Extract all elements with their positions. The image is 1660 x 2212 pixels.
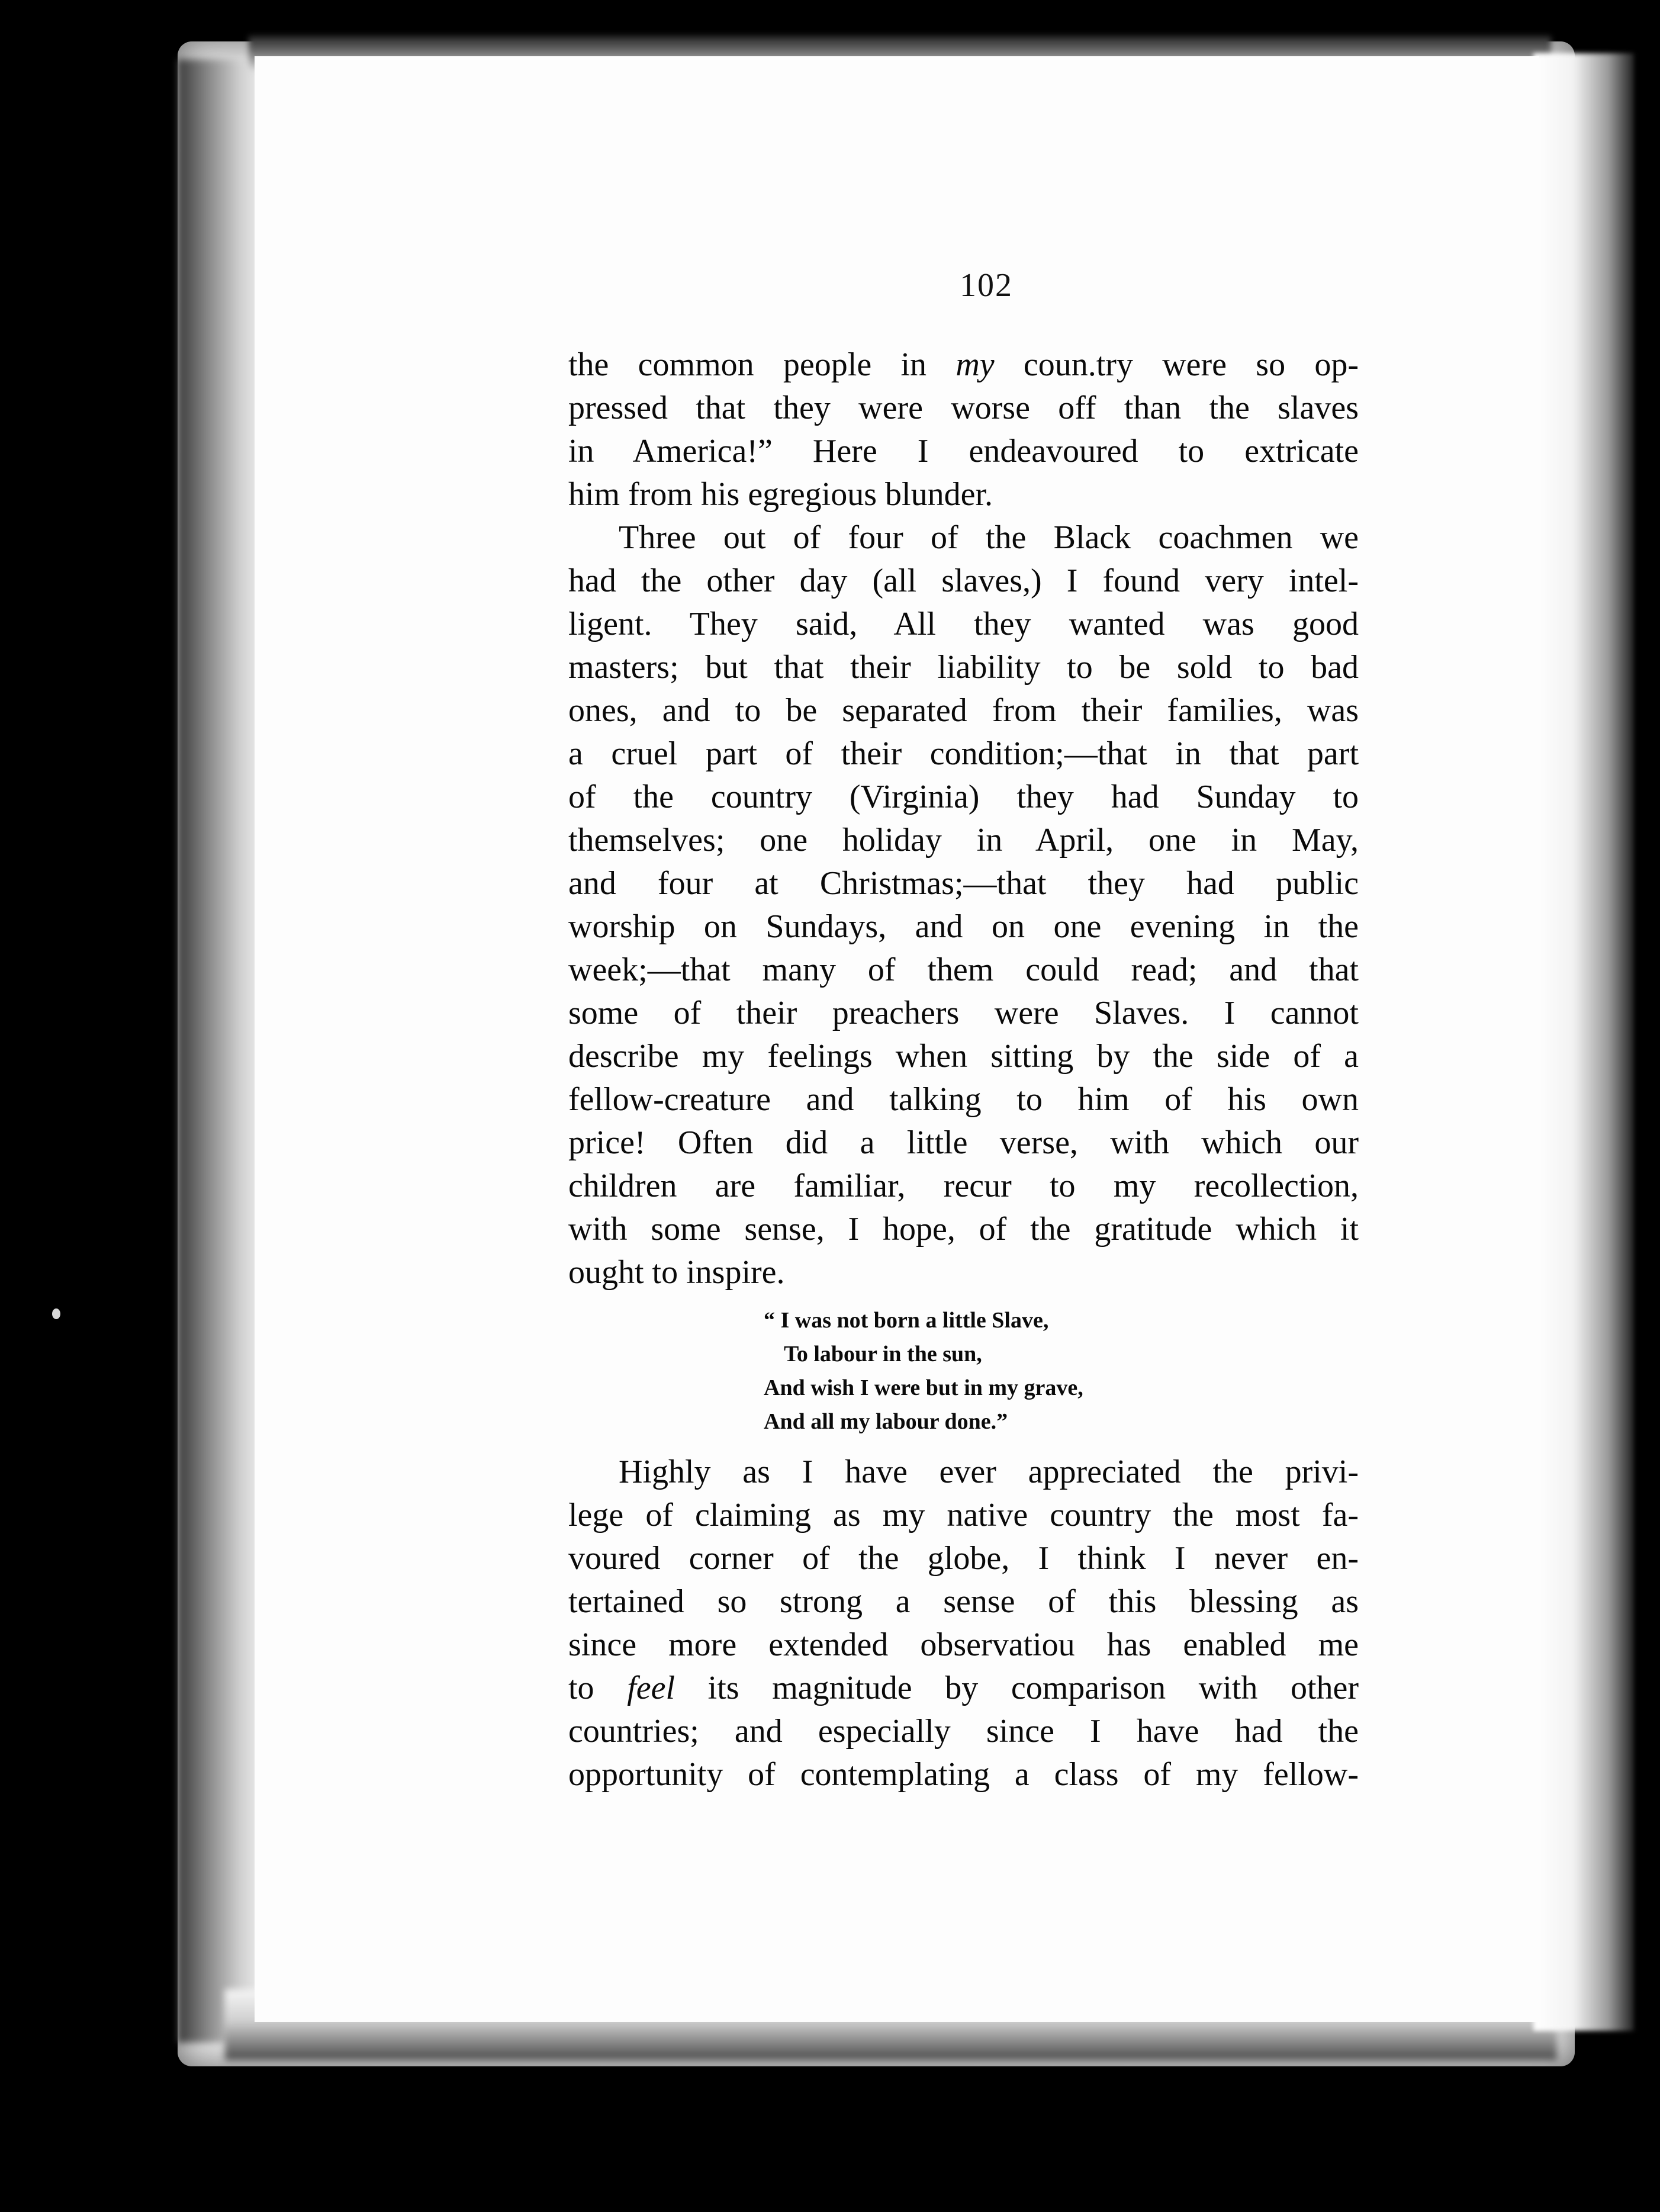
text-line: since more extended observatiou has enabled me (568, 1626, 1359, 1663)
text-line: voured corner of the globe, I think I never en- (568, 1540, 1359, 1577)
text-line: of the country (Virginia) they had Sunday to (568, 779, 1359, 815)
text-line: opportunity of contemplating a class of my fellow- (568, 1756, 1359, 1793)
verse-line: And wish I were but in my grave, (764, 1375, 1083, 1400)
text-line: some of their preachers were Slaves. I cannot (568, 995, 1359, 1031)
text-line: a cruel part of their condition;—that in that part (568, 735, 1359, 772)
text-line: masters; but that their liability to be sold to bad (568, 649, 1359, 686)
text-line: children are familiar, recur to my recollection, (568, 1168, 1359, 1204)
text-line: Three out of four of the Black coachmen we (619, 519, 1359, 556)
text-line: tertained so strong a sense of this blessing as (568, 1583, 1359, 1620)
text-line: him from his egregious blunder. (568, 476, 993, 513)
text-line: price! Often did a little verse, with which our (568, 1124, 1359, 1161)
text-line: countries; and especially since I have had the (568, 1713, 1359, 1750)
quoted-verse (568, 1304, 1359, 1439)
text-line: themselves; one holiday in April, one in May, (568, 822, 1359, 859)
text-line: in America!” Here I endeavoured to extricate (568, 433, 1359, 470)
verse-line: To labour in the sun, (784, 1342, 982, 1367)
text-line: pressed that they were worse off than the slaves (568, 390, 1359, 426)
text-line: and four at Christmas;—that they had public (568, 865, 1359, 902)
facing-page-edge (1533, 53, 1634, 2031)
text-line: ought to inspire. (568, 1254, 785, 1291)
text-line: worship on Sundays, and on one evening in the (568, 908, 1359, 945)
text-line: the common people in my coun.try were so op- (568, 346, 1359, 383)
verse-line: “ I was not born a little Slave, (764, 1308, 1049, 1333)
text-line: describe my feelings when sitting by the side of a (568, 1038, 1359, 1075)
text-line: week;—that many of them could read; and that (568, 951, 1359, 988)
text-line: ones, and to be separated from their families, was (568, 692, 1359, 729)
text-line: had the other day (all slaves,) I found very intel- (568, 562, 1359, 599)
text-line: with some sense, I hope, of the gratitude which it (568, 1211, 1359, 1248)
verse-line: And all my labour done.” (764, 1409, 1008, 1434)
page-left-edge-shadow (178, 59, 266, 2043)
text-line: to feel its magnitude by comparison with other (568, 1670, 1359, 1706)
page-body-text (568, 343, 1359, 1796)
text-line: ligent. They said, All they wanted was good (568, 606, 1359, 642)
text-line: fellow-creature and talking to him of his own (568, 1081, 1359, 1118)
scan-speck (52, 1308, 60, 1319)
text-line: lege of claiming as my native country the most fa- (568, 1497, 1359, 1533)
page-number: 102 (960, 267, 1013, 304)
text-line: Highly as I have ever appreciated the privi- (619, 1454, 1359, 1490)
